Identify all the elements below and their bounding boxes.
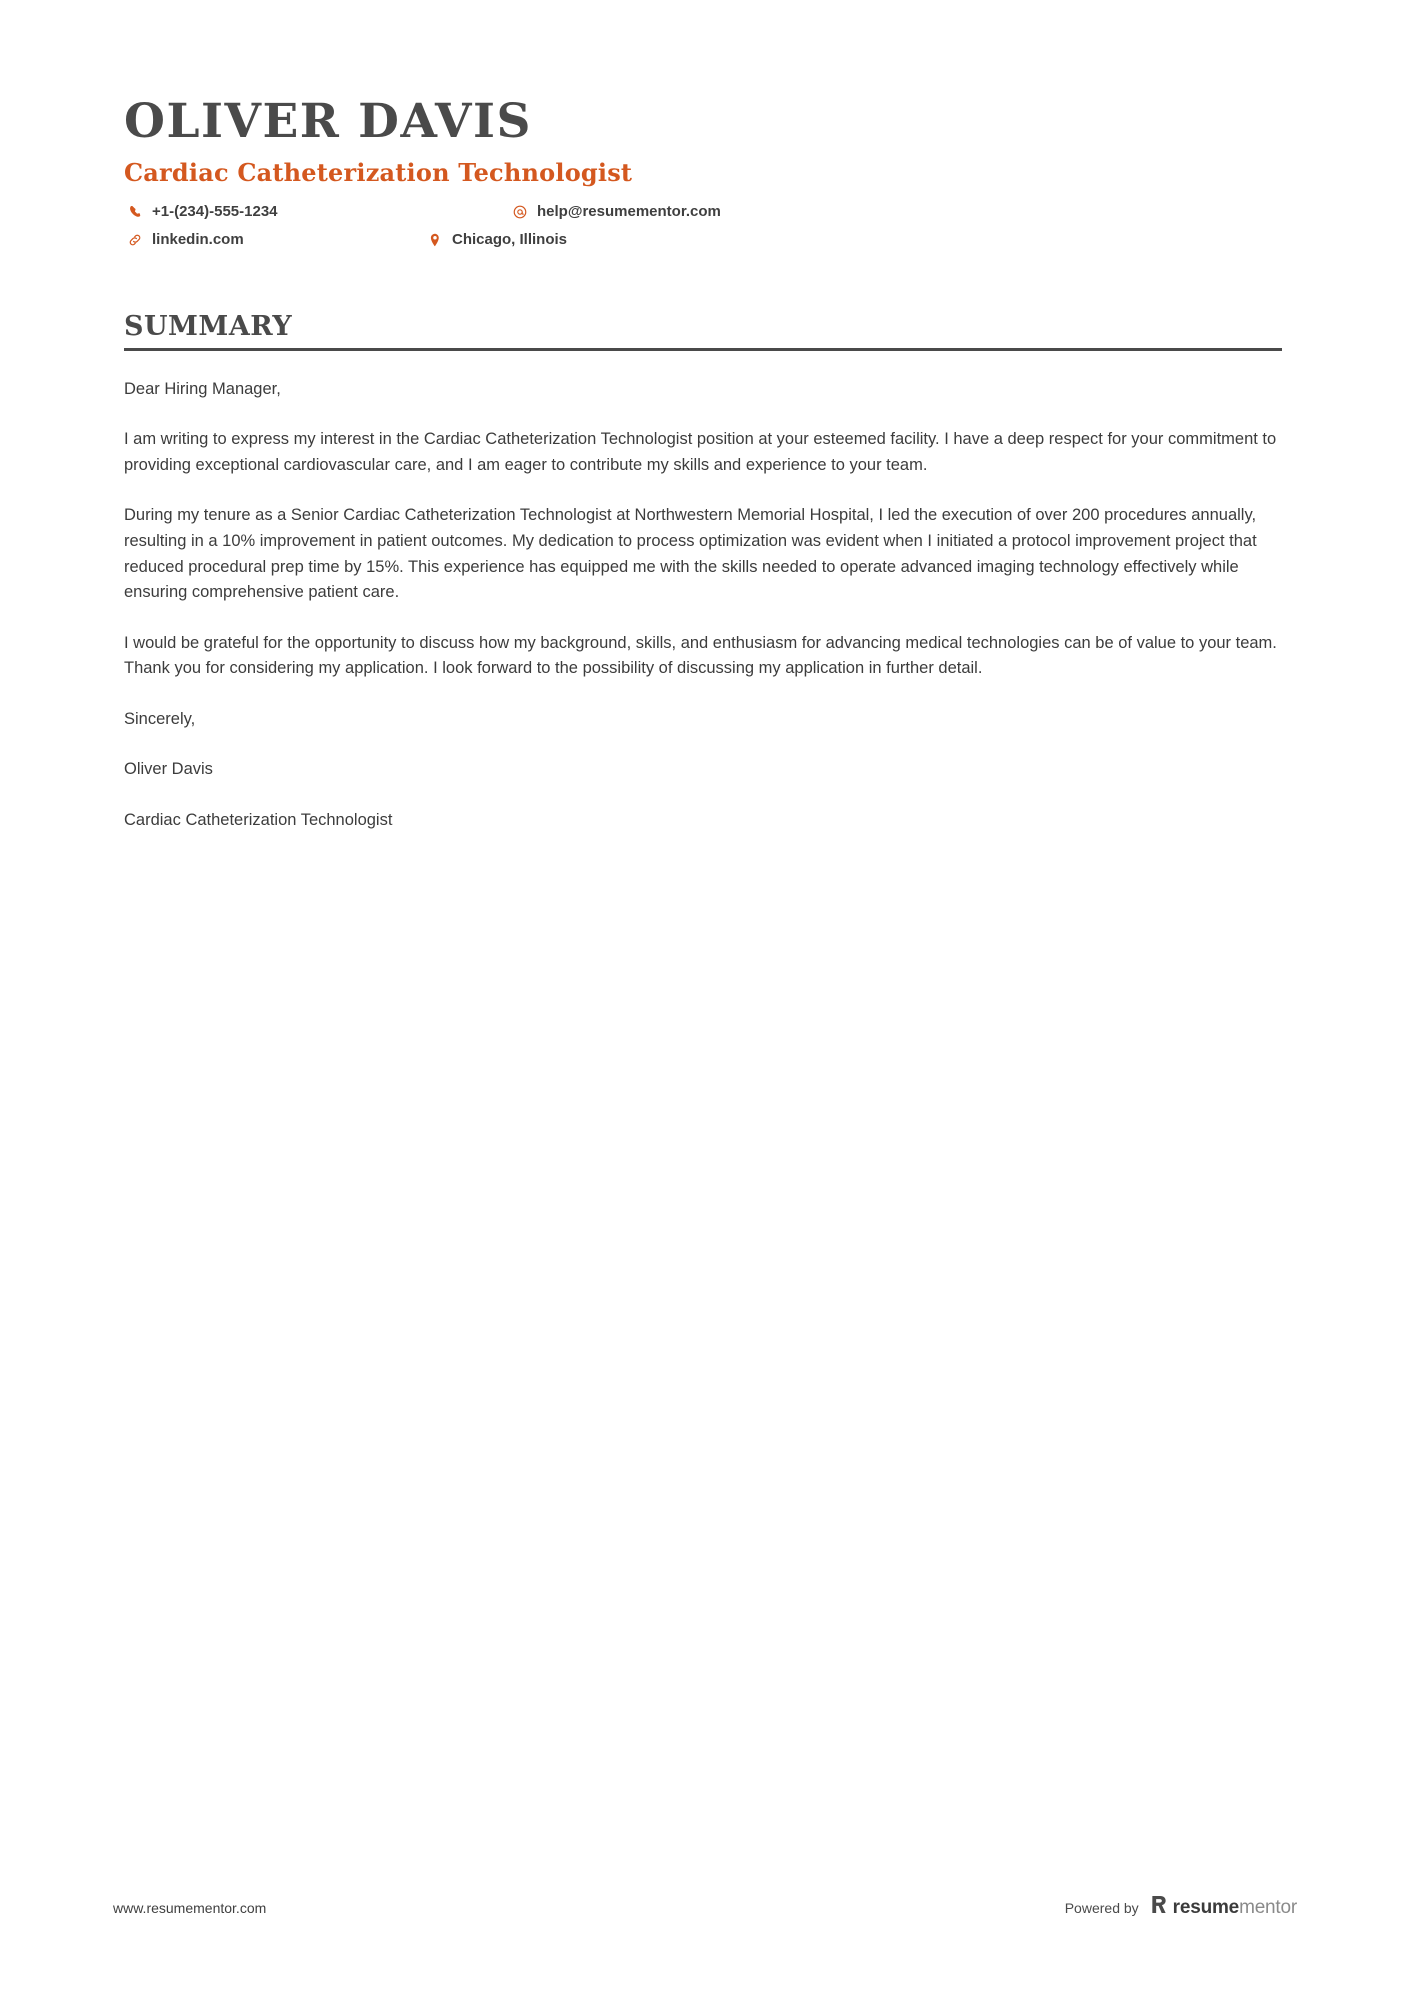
contact-email-value: help@resumementor.com (537, 203, 721, 221)
contact-phone[interactable] (124, 203, 509, 221)
summary-signature-title: Cardiac Catheterization Technologist (124, 810, 393, 829)
footer-branding (1065, 1895, 1297, 1920)
summary-section-title: SUMMARY (124, 310, 293, 342)
candidate-job-title: Cardiac Catheterization Technologist (124, 157, 633, 187)
summary-paragraph-1: I am writing to express my interest in the Cardiac Catheterization Technologist position at your esteemed facility. I have a deep respect for your commitment to providing exceptional cardiovascular care, and I am eager to contribute my skills and experience to your team. (124, 430, 1277, 474)
contact-info (124, 203, 1064, 249)
contact-location (424, 231, 809, 249)
page-footer (113, 1895, 1297, 1920)
summary-paragraph-salutation: Dear Hiring Manager, (124, 379, 281, 398)
contact-location-value: Chicago, Illinois (452, 231, 568, 249)
powered-by-label: Powered by (1064, 1899, 1139, 1916)
brand-name-light: mentor (1239, 1896, 1297, 1918)
candidate-name: OLIVER DAVIS (124, 94, 532, 149)
contact-email[interactable] (509, 203, 894, 221)
resumementor-logo (1151, 1895, 1297, 1920)
document-content (124, 96, 1282, 833)
email-icon (509, 203, 531, 221)
summary-closing: Sincerely, (124, 709, 196, 728)
contact-linkedin[interactable] (124, 231, 424, 249)
brand-name-strong: resume (1172, 1896, 1240, 1918)
header (124, 96, 1282, 249)
section-divider (124, 348, 1282, 351)
summary-signature-name: Oliver Davis (124, 760, 213, 779)
contact-linkedin-value: linkedin.com (152, 231, 244, 249)
location-pin-icon (424, 231, 446, 249)
footer-website[interactable]: www.resumementor.com (113, 1899, 267, 1916)
phone-icon (124, 203, 146, 221)
summary-section (124, 311, 1282, 834)
summary-paragraph-2: During my tenure as a Senior Cardiac Catheterization Technologist at Northwestern Memorial Hospital, I led the execution of over 200 procedures annually, resulting in a 10% improvement in patient outcomes. My dedication to process optimization was evident when I initiated a protocol improvement project that reduced procedural prep time by 15%. This experience has equipped me with the skills needed to operate advanced imaging technology effectively while ensuring comprehensive patient care. (124, 506, 1257, 602)
resumementor-mark-icon (1151, 1895, 1167, 1920)
summary-paragraph-3: I would be grateful for the opportunity to discuss how my background, skills, and enthusiasm for advancing medical technologies can be of value to your team. Thank you for considering my application. I look forward to the possibility of discussing my application in further detail. (124, 633, 1277, 678)
contact-phone-value: +1-(234)-555-1234 (152, 203, 278, 221)
link-icon (124, 231, 146, 249)
